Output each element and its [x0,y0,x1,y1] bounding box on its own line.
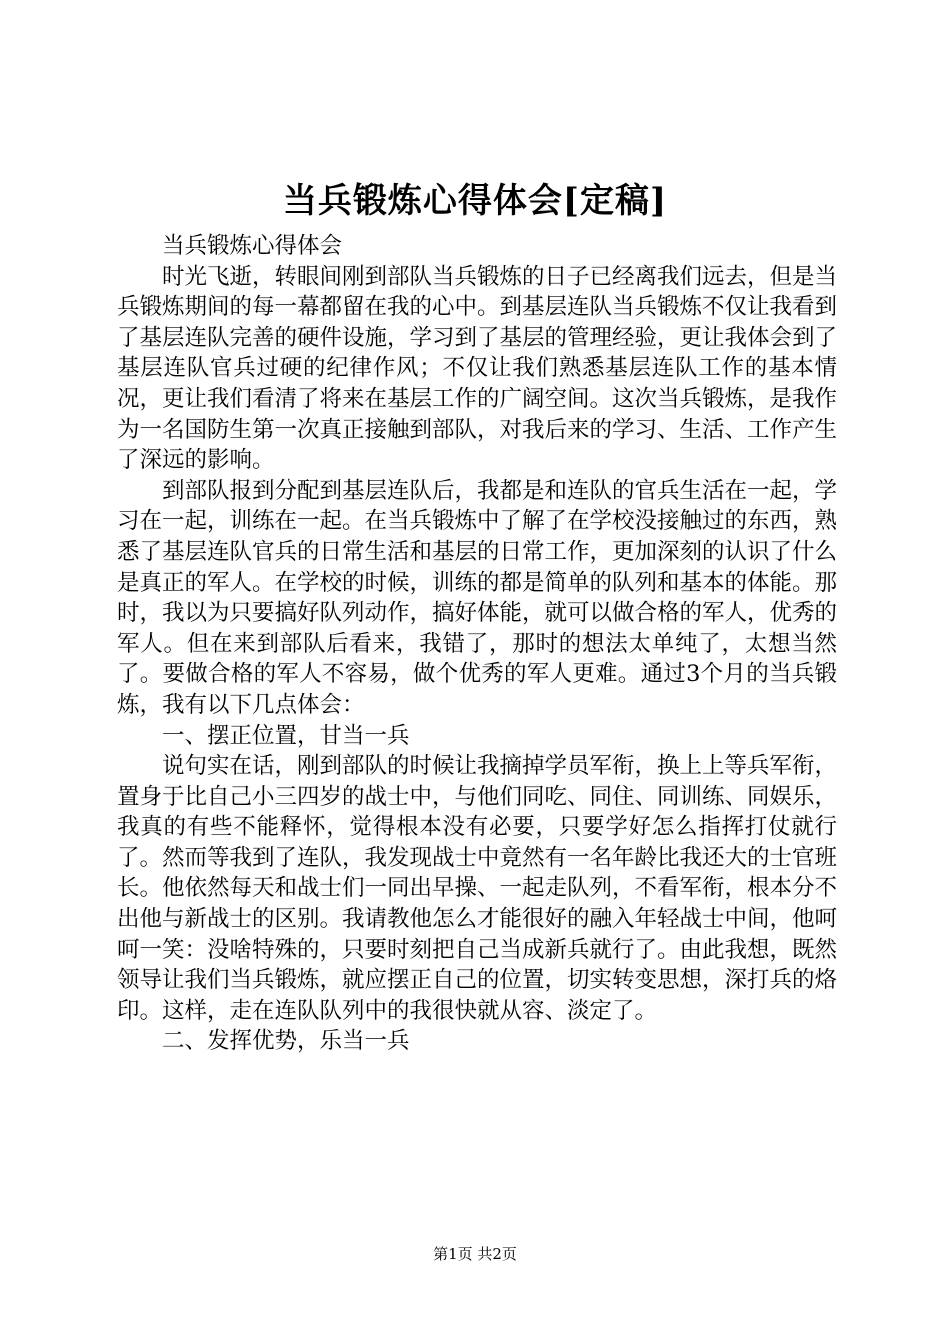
paragraph-subtitle: 当兵锻炼心得体会 [162,233,343,259]
section-heading: 二、发挥优势，乐当一兵 [162,1028,410,1055]
section-heading: 一、摆正位置，甘当一兵 [162,722,410,749]
paragraph: 到部队报到分配到基层连队后，我都是和连队的官兵生活在一起，学习在一起，训练在一起。在当兵锻炼中了解了在学校没接触过的东西，熟悉了基层连队官兵的日常生活和基层的日常工作，更加深刻的认识了什么是真正的军人。在学校的时候，训练的都是简单的队列和基本的体能。那时，我以为只要搞好队列动作，搞好体能，就可以做合格的军人，优秀的军人。但在来到部队后看来，我错了，那时的想法太单纯了，太想当然了。要做合格的军人不容易，做个优秀的军人更难。通过3个月的当兵锻炼，我有以下几点体会： [117,477,838,718]
paragraph: 说句实在话，刚到部队的时候让我摘掉学员军衔，换上上等兵军衔，置身于比自己小三四岁的战士中，与他们同吃、同住、同训练、同娱乐，我真的有些不能释怀，觉得根本没有必要，只要学好怎么指挥打仗就行了。然而等我到了连队，我发现战士中竟然有一名年龄比我还大的士官班长。他依然每天和战士们一同出早操、一起走队列，不看军衔，根本分不出他与新战士的区别。我请教他怎么才能很好的融入年轻战士中间，他呵呵一笑：没啥特殊的，只要时刻把自己当成新兵就行了。由此我想，既然领导让我们当兵锻炼，就应摆正自己的位置，切实转变思想，深打兵的烙印。这样，走在连队队列中的我很快就从容、淡定了。 [117,753,838,1024]
paragraph: 时光飞逝，转眼间刚到部队当兵锻炼的日子已经离我们远去，但是当兵锻炼期间的每一幕都留在我的心中。到基层连队当兵锻炼不仅让我看到了基层连队完善的硬件设施，学习到了基层的管理经验，更让我体会到了基层连队官兵过硬的纪律作风；不仅让我们熟悉基层连队工作的基本情况，更让我们看清了将来在基层工作的广阔空间。这次当兵锻炼，是我作为一名国防生第一次真正接触到部队，对我后来的学习、生活、工作产生了深远的影响。 [117,263,838,474]
page-number-footer: 第1页 共2页 [433,1245,517,1263]
document-body [117,231,837,1057]
document-title: 当兵锻炼心得体会[定稿] [282,181,668,221]
